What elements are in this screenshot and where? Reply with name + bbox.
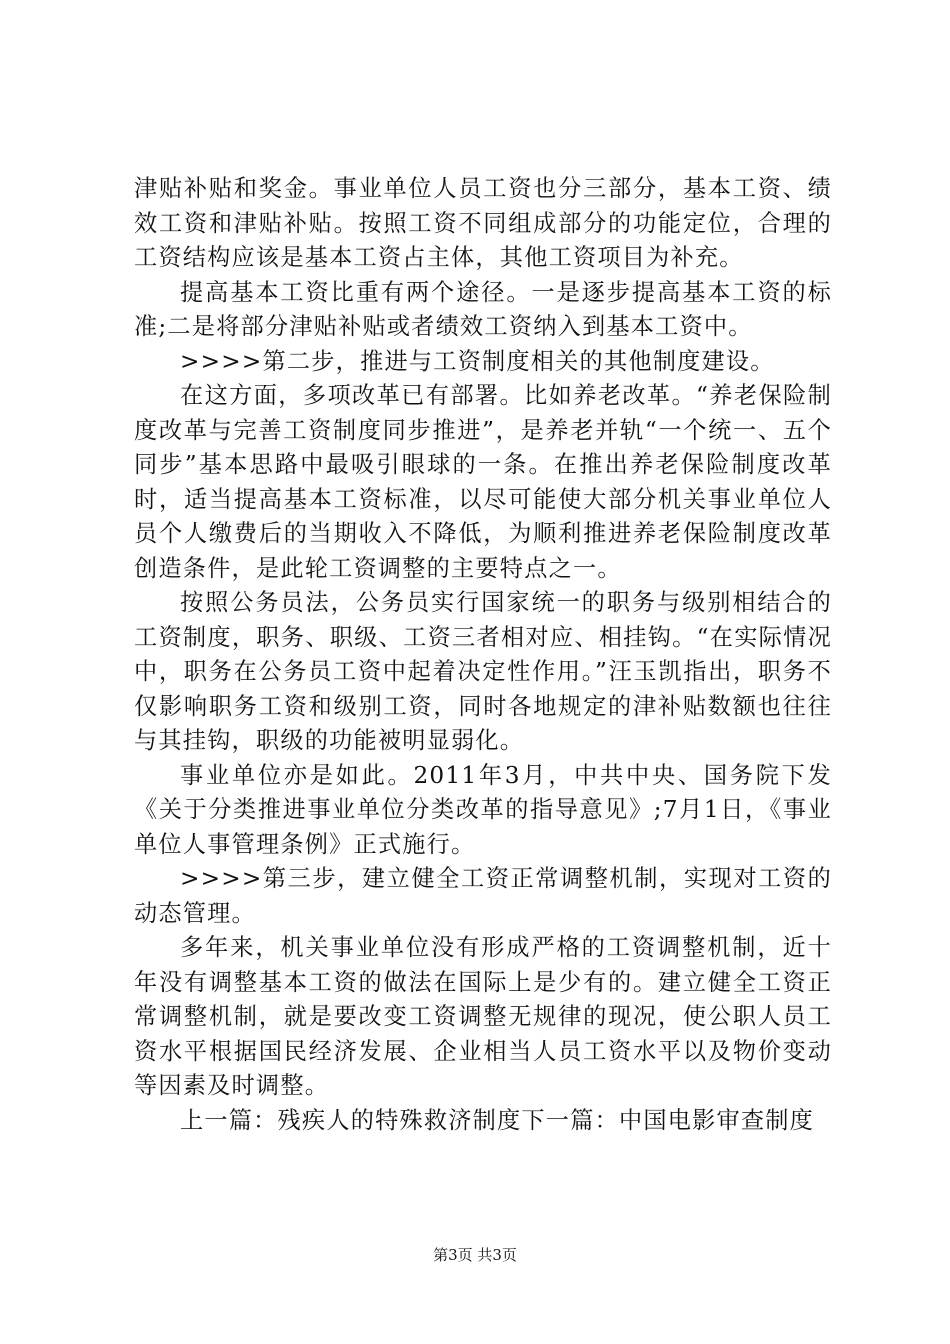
paragraph-pension-reform: 在这方面，多项改革已有部署。比如养老改革。“养老保险制度改革与完善工资制度同步推进”，是养老并轨“一个统一、五个同步”基本思路中最吸引眼球的一条。在推出养老保险制度改革时，适当提高基本工资标准，以尽可能使大部分机关事业单位人员个人缴费后的当期收入不降低，为顺利推进养老保险制度改革创造条件，是此轮工资调整的主要特点之一。 xyxy=(134,382,832,582)
paragraph-step-two: >>>>第二步，推进与工资制度相关的其他制度建设。 xyxy=(180,347,775,375)
paragraph-adjustment-mechanism: 多年来，机关事业单位没有形成严格的工资调整机制，近十年没有调整基本工资的做法在国际上是少有的。建立健全工资正常调整机制，就是要改变工资调整无规律的现况，使公职人员工资水平根据国民经济发展、企业相当人员工资水平以及物价变动等因素及时调整。 xyxy=(134,934,832,1099)
paragraph-step-three: >>>>第三步，建立健全工资正常调整机制，实现对工资的动态管理。 xyxy=(134,865,832,927)
paragraph-public-institutions: 事业单位亦是如此。2011年3月，中共中央、国务院下发《关于分类推进事业单位分类改革的指导意见》;7月1日，《事业单位人事管理条例》正式施行。 xyxy=(134,761,832,858)
paragraph-civil-servant-law: 按照公务员法，公务员实行国家统一的职务与级别相结合的工资制度，职务、职级、工资三者相对应、相挂钩。“在实际情况中，职务在公务员工资中起着决定性作用。”汪玉凯指出，职务不仅影响职务工资和级别工资，同时各地规定的津补贴数额也往往与其挂钩，职级的功能被明显弱化。 xyxy=(134,589,832,754)
prev-next-navigation: 上一篇：残疾人的特殊救济制度下一篇：中国电影审查制度 xyxy=(180,1106,815,1134)
document-body xyxy=(134,172,832,1138)
paragraph-basic-wage: 提高基本工资比重有两个途径。一是逐步提高基本工资的标准;二是将部分津贴补贴或者绩效工资纳入到基本工资中。 xyxy=(134,278,832,340)
page-number-footer: 第3页 共3页 xyxy=(433,1246,517,1264)
paragraph-continued: 津贴补贴和奖金。事业单位人员工资也分三部分，基本工资、绩效工资和津贴补贴。按照工资不同组成部分的功能定位，合理的工资结构应该是基本工资占主体，其他工资项目为补充。 xyxy=(134,175,832,271)
